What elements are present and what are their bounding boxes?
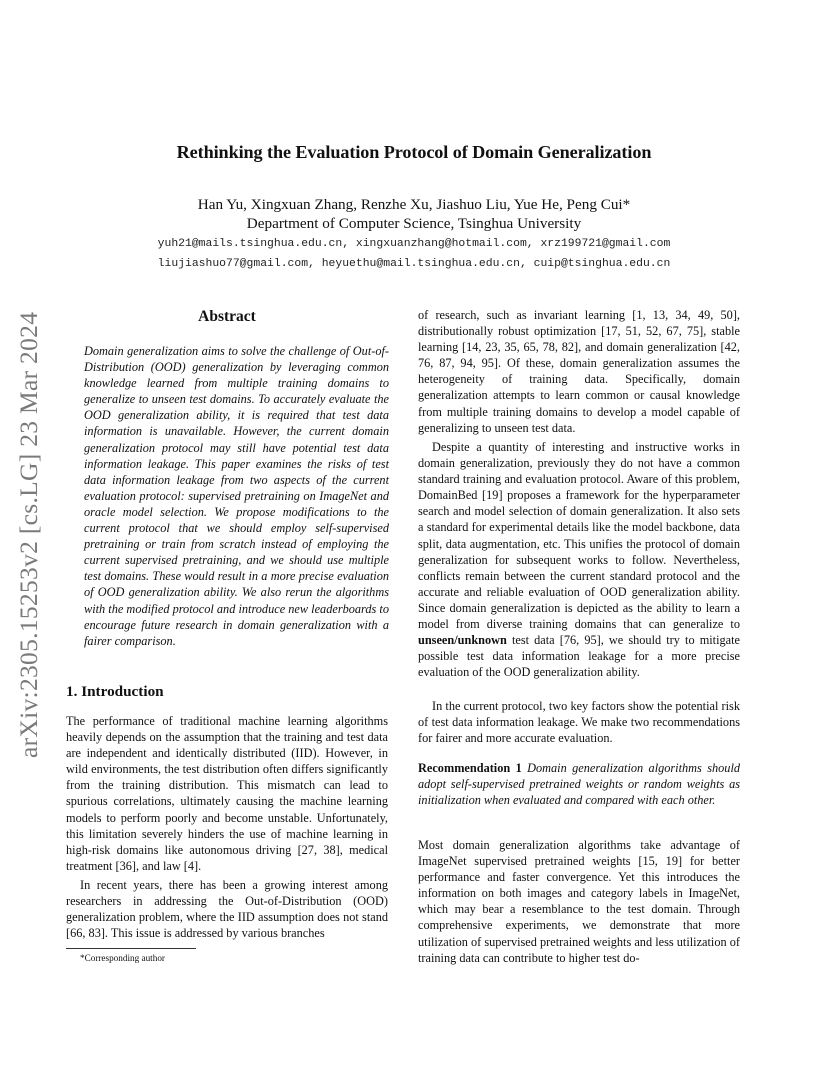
- recommendation-1: [418, 760, 740, 808]
- affiliation: Department of Computer Science, Tsinghua University: [246, 215, 582, 232]
- right-paragraph-2: [418, 439, 740, 680]
- footnote-corresponding-author: *Corresponding author: [80, 953, 165, 963]
- arxiv-sidebar-id[interactable]: arXiv:2305.15253v2 [cs.LG] 23 Mar 2024: [14, 311, 43, 758]
- right-paragraph-2-part-2: test data [76, 95], we should try to mitigate possible test data information leakage for a more precise evaluation of the OOD generalization ability.: [418, 633, 740, 680]
- right-paragraph-2-part-1: Despite a quantity of interesting and instructive works in domain generalization, previously they do not have a common standard training and evaluation protocol. Aware of this problem, DomainBed [19] proposes a framework for the hyperparameter search and model selection of domain generalization. It also sets a standard for experimental details like the model backbone, data split, data augmentation, etc. This unifies the protocol of domain generalization for subsequent works to follow. Nevertheless, conflicts remain between the current standard protocol and the accurate and reliable evaluation of OOD generalization ability. Since domain generalization is depicted as the ability to learn a model from diverse training domains that can generalize to: [418, 440, 740, 632]
- right-paragraph-3: In the current protocol, two key factors show the potential risk of test data information leakage. We make two recommendations for fairer and more accurate evaluation.: [418, 699, 740, 746]
- abstract-heading: Abstract: [198, 308, 256, 325]
- author-emails-line-2[interactable]: liujiashuo77@gmail.com, heyuethu@mail.tsinghua.edu.cn, cuip@tsinghua.edu.cn: [157, 258, 671, 270]
- introduction-paragraph-2: In recent years, there has been a growing interest among researchers in addressing the Out-of-Distribution (OOD) generalization problem, where the IID assumption does not stand [66, 83]. This issue is addressed by various branches: [66, 878, 388, 941]
- right-paragraph-4: Most domain generalization algorithms take advantage of ImageNet supervised pretrained weights [15, 19] for better performance and faster convergence. Yet this introduces the information on both images and category labels in ImageNet, which may bear a resemblance to the test domain. Through comprehensive experiments, we demonstrate that more utilization of supervised pretrained weights and less utilization of training data can contribute to higher test do-: [418, 838, 740, 965]
- recommendation-text: Domain generalization algorithms should adopt self-supervised pretrained weights or random weights as initialization when evaluated and compared with each other.: [418, 761, 741, 808]
- footnote-rule: [66, 948, 196, 949]
- author-list: Han Yu, Xingxuan Zhang, Renzhe Xu, Jiashuo Liu, Yue He, Peng Cui*: [197, 196, 631, 213]
- right-paragraph-1: of research, such as invariant learning [1, 13, 34, 49, 50], distributionally robust optimization [17, 51, 52, 67, 75], stable learning [14, 23, 35, 65, 78, 82], and domain generalization [42, 76, 87, 94, 95]. Of these, domain generalization assumes the heterogeneity of training data. Specifically, domain generalization attempts to learn common or causal knowledge from multiple training domains to develop a model capable of generalizing to unseen test data.: [418, 308, 740, 435]
- recommendation-label: Recommendation 1: [418, 761, 522, 775]
- introduction-heading: 1. Introduction: [66, 683, 164, 700]
- paper-title: Rethinking the Evaluation Protocol of Domain Generalization: [176, 142, 652, 162]
- unseen-unknown-emphasis: unseen/unknown: [418, 633, 507, 648]
- abstract-text: Domain generalization aims to solve the challenge of Out-of-Distribution (OOD) generalization by leveraging common knowledge learned from multiple training domains to generalize to unseen test domains. To accurately evaluate the OOD generalization ability, it is required that test data information is unavailable. However, the current domain generalization protocol may still have potential test data information leakage. This paper examines the risks of test data information leakage from two aspects of the current evaluation protocol: supervised pretraining on ImageNet and oracle model selection. We propose modifications to the current protocol that we should employ self-supervised pretraining or train from scratch instead of employing the current supervised pretraining, and we should use multiple test domains. These would result in a more precise evaluation of OOD generalization ability. We also rerun the algorithms with the modified protocol and introduce new leaderboards to encourage future research in domain generalization with a fairer comparison.: [84, 344, 389, 648]
- author-emails-line-1[interactable]: yuh21@mails.tsinghua.edu.cn, xingxuanzhang@hotmail.com, xrz199721@gmail.com: [157, 238, 671, 250]
- introduction-paragraph-1: The performance of traditional machine learning algorithms heavily depends on the assumption that the training and test data are independent and identically distributed (IID). However, in wild environments, the test distribution often differs significantly from the training distribution. This mismatch can lead to spurious correlations, ultimately causing the machine learning models to perform poorly and become unstable. Unfortunately, this limitation severely hinders the use of machine learning in high-risk domains like autonomous driving [27, 38], medical treatment [36], and law [4].: [66, 714, 388, 873]
